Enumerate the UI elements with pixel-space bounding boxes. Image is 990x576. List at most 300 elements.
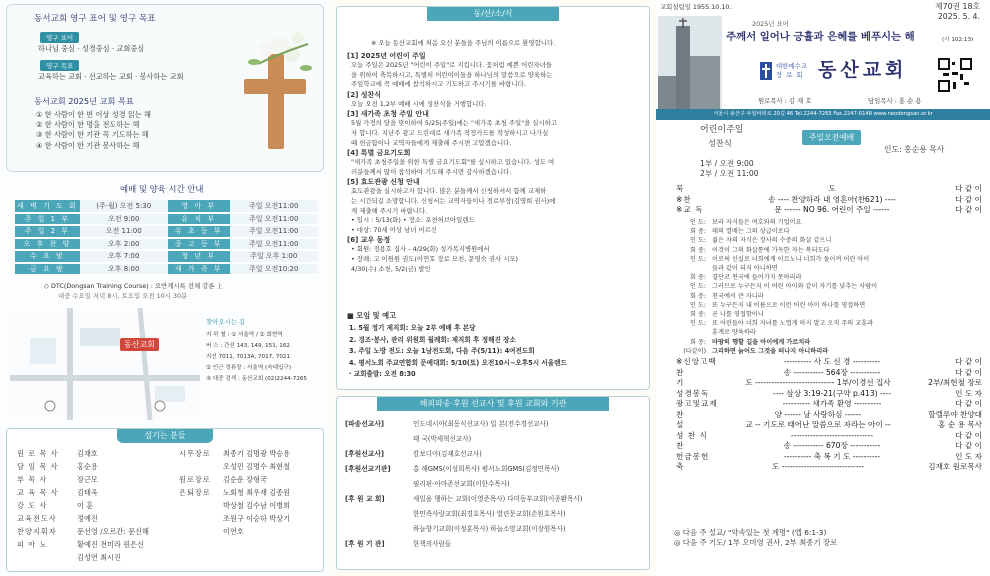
staff-right-list bbox=[179, 447, 290, 538]
missions-box bbox=[336, 396, 650, 570]
order-item-person: 다 같 이 bbox=[955, 357, 982, 366]
news-body-line: • 회원: 정용호 집사 - 4/29(화) 성가복지병원에서 bbox=[351, 245, 490, 254]
mission-row bbox=[345, 417, 645, 432]
responsive-line bbox=[676, 227, 982, 236]
denomination-top: 대한예수교 bbox=[776, 62, 807, 70]
worship-order-row bbox=[676, 420, 982, 431]
worship-order-row bbox=[676, 462, 982, 473]
motto-text: 하나님 중심 · 성경중심 · 교회중심 bbox=[38, 44, 145, 53]
goal-text: 교육하는 교회 · 선교하는 교회 · 봉사하는 교회 bbox=[38, 72, 184, 81]
next-week-sermon: ◎ 다음 주 설교/ "약속있는 첫 계명" (엡 6:1-3) bbox=[674, 528, 827, 537]
services-table bbox=[15, 200, 318, 276]
service-time: 주일 오전10:20 bbox=[230, 263, 318, 276]
emeritus-pastor: 원로목사 : 김 재 호 bbox=[758, 97, 812, 105]
staff-names: 오성민 김명수 최현철 bbox=[223, 462, 291, 471]
map-church-label: 동산교회 bbox=[120, 338, 159, 351]
staff-names: 조원구 이승하 박상기 bbox=[223, 514, 291, 523]
staff-row bbox=[179, 486, 290, 499]
staff-row bbox=[179, 447, 290, 460]
meeting-item: 3. 주일 노방 전도: 오늘 1남전도회, 다음 주(5/11): 4여전도회 bbox=[349, 347, 535, 355]
order-item-detail: 문 ------ NO 96. 어린이 주일 ------ bbox=[774, 205, 890, 214]
mission-entries: 한책의사람들 bbox=[413, 540, 452, 548]
order-item-label: 광고및교제 bbox=[676, 399, 718, 408]
map-info-item: ② 인근 정류장 : 서울역 (숙대입구) bbox=[206, 365, 291, 371]
service-time: 주일 오전11:00 bbox=[230, 213, 318, 226]
mission-row bbox=[345, 507, 645, 522]
order-item-person: 2부/최현철 장로 bbox=[928, 378, 982, 387]
mission-row bbox=[345, 432, 645, 447]
service-time: 오후 7:00 bbox=[80, 250, 168, 263]
order-item-label: 헌금봉헌 bbox=[676, 451, 710, 461]
mission-category: [후원선교사] bbox=[345, 450, 385, 458]
staff-names: 장근모 bbox=[77, 475, 98, 484]
news-body-line: • 대상: 70세 이상 남녀 어르신 bbox=[351, 225, 437, 234]
mission-entries: 홍 해GMS(이성희목사) 평서노회GMS(김정민목사) bbox=[413, 465, 560, 473]
news-body-line: 러분들께서 많이 참석하여 기도해 주시면 감사하겠습니다. bbox=[351, 167, 512, 176]
responsive-reading bbox=[676, 218, 982, 356]
middle-panel bbox=[330, 0, 656, 576]
issue-date: 2025. 5. 4. bbox=[937, 12, 980, 21]
mission-entries: 캄보디아(김재호선교사) bbox=[413, 450, 482, 458]
order-item-label: ※신앙고백 bbox=[676, 357, 717, 366]
worship-order-row bbox=[676, 205, 982, 216]
order-item-label: ※찬 bbox=[676, 194, 692, 204]
staff-row bbox=[17, 499, 149, 512]
year-motto-label: 2025년 표어 bbox=[752, 20, 789, 28]
news-body-line: "새가족 초청주일을 위한 특별 금요기도회"를 실시하고 있습니다. 성도 여 bbox=[351, 158, 555, 167]
service-time: 오전 11:00 bbox=[80, 225, 168, 238]
news-body-line: 효도관광을 실시하고자 합니다. 많은 분들께서 신청하셔서 함께 교제하 bbox=[351, 187, 547, 196]
order-item-person: 다 같 이 bbox=[955, 399, 982, 408]
mission-category: [파송선교사] bbox=[345, 420, 385, 428]
responsive-line bbox=[676, 347, 982, 356]
responsive-speaker: 인 도: bbox=[689, 301, 706, 309]
responsive-speaker: 회 중: bbox=[689, 246, 706, 254]
staff-row bbox=[179, 473, 290, 486]
mission-entries: 새일을 행하는 교회(이영준목사) 다미동부교회(이종환목사) bbox=[413, 495, 583, 503]
service-name: 유 초 등 부 bbox=[168, 225, 230, 238]
news-body-line: • 장례: 고 이원원 권도(이연호 장로 모친, 문영숙 권사 시모) bbox=[351, 254, 519, 263]
order-item-detail: ---------- 새가족 환영 ---------- bbox=[782, 399, 882, 408]
meeting-item: · 교회출발: 오전 8:30 bbox=[349, 370, 416, 378]
responsive-line bbox=[676, 273, 982, 282]
church-map bbox=[10, 308, 200, 420]
order-of-worship-bottom bbox=[676, 357, 982, 473]
responsive-speaker: 회 중: bbox=[689, 292, 706, 300]
order-item-person: 김재호 원로목사 bbox=[928, 462, 982, 471]
mission-entries: 하늘향기교회(이정훈목사) 하늘소망교회(이장원목사) bbox=[413, 525, 566, 533]
service-time: 1부 / 오전 9:00 bbox=[700, 159, 754, 168]
missions-list bbox=[345, 417, 645, 552]
services-title: 예배 및 양육 시간 안내 bbox=[120, 184, 204, 194]
order-item-detail: 도 bbox=[828, 184, 836, 193]
staff-row bbox=[179, 512, 290, 525]
order-item-person: 다 같 이 bbox=[955, 184, 982, 193]
service-time: 주일 오후 1:00 bbox=[230, 250, 318, 263]
next-week-prayer: ◎ 다음 주 기도/ 1부 오미영 권사, 2부 최종기 장로 bbox=[674, 538, 838, 547]
responsive-text: 천국에서 큰 자니라 bbox=[712, 292, 764, 300]
responsive-speaker: 인 도: bbox=[689, 219, 706, 226]
left-panel bbox=[0, 0, 330, 576]
news-heading: [5] 효도관광 신청 안내 bbox=[347, 178, 420, 187]
cross-flower-image bbox=[228, 24, 318, 154]
service-name: 주 일 2 부 bbox=[15, 225, 80, 238]
responsive-text: 보라 자식들은 여호와의 기업이요 bbox=[712, 219, 802, 226]
service-name: 오 후 찬 양 bbox=[15, 238, 80, 251]
service-time: 주일 오전11:00 bbox=[230, 225, 318, 238]
meetings-list bbox=[349, 323, 567, 381]
responsive-text: 또 어린들아 너희 자녀를 노엽게 하지 말고 오직 주의 교훈과 bbox=[712, 320, 874, 328]
staff-row bbox=[17, 512, 149, 525]
responsive-line bbox=[676, 282, 982, 291]
service-time: 오전 9:00 bbox=[80, 213, 168, 226]
responsive-speaker: 회 중: bbox=[689, 228, 706, 236]
staff-row bbox=[17, 525, 149, 538]
staff-role: 교육전도사 bbox=[17, 514, 57, 523]
order-item-person: 다 같 이 bbox=[955, 205, 982, 214]
staff-role bbox=[179, 525, 223, 538]
responsive-line bbox=[676, 236, 982, 245]
service-name: 금 요 밤 bbox=[15, 263, 80, 276]
service-row bbox=[15, 213, 318, 226]
order-item-label: 축 bbox=[676, 462, 685, 471]
order-item-label: 묵 bbox=[676, 184, 685, 193]
order-item-label: 찬 bbox=[676, 441, 685, 450]
staff-row bbox=[17, 460, 149, 473]
responsive-text: 또 누구든지 내 이름으로 이런 어린 아이 하나를 영접하면 bbox=[712, 301, 866, 309]
address-bar: 서울시 용산구 두텁바위로 20길 46 Tel.2244-7265 Fax.2247-0148 www.neodongsan.or.kr bbox=[656, 109, 990, 120]
staff-names: 김재호 bbox=[77, 449, 98, 458]
staff-row bbox=[179, 525, 290, 538]
staff-names: 홍순용 bbox=[77, 462, 98, 471]
mission-entries: 인도네시아(최동식선교사) 일 본(전수경선교사) bbox=[413, 420, 549, 428]
news-heading: [1] 2025년 어린이 주일 bbox=[347, 52, 426, 60]
responsive-text: 그러므로 누구든지 이 어린 아이와 같이 자기를 낮추는 사람이 bbox=[712, 283, 878, 291]
service-name: 청 년 부 bbox=[168, 250, 230, 263]
meeting-item: 2. 경조·봉사, 관리 위원회 월례회: 제직회 후 정해진 장소 bbox=[349, 335, 516, 344]
worship-order-row bbox=[676, 431, 982, 442]
mission-entries: 한민족사랑교회(최경호목사) 열린문교회(손원호목사) bbox=[413, 510, 566, 518]
order-item-person: 다 같 이 bbox=[955, 367, 982, 377]
responsive-text: 마땅히 행할 길을 아이에게 가르치라 bbox=[712, 338, 811, 346]
staff-names: 노회청 최우재 김종원 bbox=[223, 488, 291, 497]
news-heading: [4] 특별 금요기도회 bbox=[347, 149, 411, 158]
service-name: 유 치 부 bbox=[168, 213, 230, 226]
worship-order-row bbox=[676, 389, 982, 400]
news-title: 동/산/소/식 bbox=[427, 7, 559, 21]
worship-leader: 인도: 홍순용 목사 bbox=[884, 145, 945, 154]
staff-names: 김성연 최시진 bbox=[77, 553, 121, 562]
mission-row bbox=[345, 477, 645, 492]
staff-role: 강 도 사 bbox=[17, 501, 48, 510]
news-intro: ※ 오늘 동산교회에 처음 오신 분들을 주님의 이름으로 환영합니다. bbox=[371, 39, 556, 47]
responsive-line bbox=[676, 328, 982, 337]
service-row bbox=[15, 200, 318, 213]
order-item-label: 찬 bbox=[676, 367, 685, 377]
order-item-person: 할렐루야 찬양대 bbox=[928, 409, 982, 419]
goal-item: ② 한 사람이 한 명을 전도하는 해 bbox=[36, 120, 140, 130]
year-motto: 주께서 일어나 긍휼과 은혜를 베푸시는 해 bbox=[726, 31, 915, 43]
staff-names: 정예진 bbox=[77, 514, 98, 523]
staff-names: 최종기 김명광 박승용 bbox=[223, 449, 291, 458]
map-info-list bbox=[206, 330, 307, 385]
goal-item: ④ 한 사람이 한 기관 봉사하는 해 bbox=[36, 140, 140, 150]
service-time: (주·월) 오전 5:30 bbox=[80, 200, 168, 213]
mission-row bbox=[345, 492, 645, 507]
order-item-person: 홍 순 용 목사 bbox=[938, 420, 982, 429]
worship-order-row bbox=[676, 441, 982, 452]
staff-row bbox=[17, 486, 149, 499]
news-body-line: • 일시 : 5/13(화) • 장소: 포천허브아일랜드 bbox=[351, 216, 475, 225]
motto-badge: 영구 표어 bbox=[40, 32, 79, 43]
mission-category: [후원선교기관] bbox=[345, 465, 391, 473]
sunday-title: 어린이주일 bbox=[700, 125, 744, 135]
news-body-line: 는 시간되길 소망합니다. 신청서는 교역자들이나 경로부장(김영희 권사)에 bbox=[351, 196, 556, 205]
order-item-detail: ------------------------------ bbox=[790, 430, 874, 440]
responsive-line bbox=[676, 301, 982, 310]
staff-role: 부 목 사 bbox=[17, 475, 48, 484]
responsive-speaker: 회 중: bbox=[689, 338, 706, 346]
news-list bbox=[347, 51, 645, 274]
order-item-detail: 도 ------------------------------ bbox=[772, 462, 864, 471]
mission-category: [후 원 교 회] bbox=[345, 495, 385, 503]
responsive-speaker: 인 도: bbox=[689, 320, 706, 328]
order-of-worship-top bbox=[676, 184, 982, 216]
responsive-speaker: 인 도: bbox=[689, 255, 706, 263]
news-heading: [6] 교우 동정 bbox=[347, 236, 391, 245]
staff-role: 피 아 노 bbox=[17, 540, 48, 549]
service-row bbox=[15, 225, 318, 238]
meeting-item: 1. 5월 정기 제직회: 오늘 2부 예배 후 본당 bbox=[349, 324, 476, 332]
mission-row bbox=[345, 537, 645, 552]
staff-role: 은퇴장로 bbox=[179, 488, 211, 497]
news-body-line: 5월 가정의 달을 맞이하여 5/25(주일)에는 "새가족 초청 주일"을 실시하고 bbox=[351, 119, 558, 128]
news-body-line: 게 제출해 주시기 바랍니다. bbox=[351, 206, 428, 215]
news-body-line: 오늘 주일은 2025년 "어린이 주일"로 지킵니다. 꽃처럼 예쁜 어린자녀들 bbox=[351, 61, 552, 69]
mission-row bbox=[345, 522, 645, 537]
staff-row bbox=[17, 538, 149, 551]
senior-pastor: 담임목사 : 홍 순 용 bbox=[868, 97, 922, 105]
responsive-text: 훈계로 양육하라 bbox=[712, 329, 756, 337]
order-item-label: 찬 bbox=[676, 409, 685, 419]
responsive-text: 이것이 그의 화살통에 가득한 자는 복되도다 bbox=[712, 246, 830, 254]
responsive-line bbox=[676, 218, 982, 227]
service-row bbox=[15, 238, 318, 251]
staff-row bbox=[179, 499, 290, 512]
news-body-line: 오늘 오전 1,2부 예배 시에 성찬식을 거행합니다. bbox=[351, 99, 487, 108]
staff-names: 김태욱 bbox=[77, 488, 98, 497]
service-name: 영 아 부 bbox=[168, 200, 230, 213]
responsive-text: 들과 같이 되지 아니하면 bbox=[712, 265, 778, 273]
year-motto-ref: (시 102:13) bbox=[942, 37, 974, 43]
cover-panel bbox=[656, 0, 990, 576]
service-time: 주일 오전11:00 bbox=[230, 200, 318, 213]
meetings-title: ■ 모임 및 예고 bbox=[347, 311, 397, 320]
map-directions-title: 찾아오시는 길 bbox=[206, 318, 246, 326]
news-body-line: 4/30(수) 소천, 5/2(금) 발인 bbox=[351, 264, 431, 273]
staff-row bbox=[17, 551, 149, 564]
staff-role bbox=[179, 512, 223, 525]
church-building-image bbox=[658, 16, 722, 110]
vision-title: 동서교회 영구 표어 및 영구 목표 bbox=[34, 14, 156, 24]
responsive-line bbox=[676, 246, 982, 255]
map-info-item: 지 하 철 : ① 서울역 / ② 회현역 bbox=[206, 332, 283, 338]
order-item-label: 기 bbox=[676, 378, 685, 387]
order-item-detail: ---- 삼상 3:19-21(구약 p.413) ---- bbox=[772, 388, 892, 398]
worship-order-row bbox=[676, 410, 982, 421]
worship-order-row bbox=[676, 399, 982, 410]
order-item-detail: 도 ----------------------------- 1부/이경선 집사 bbox=[745, 378, 891, 387]
service-time: 주일 오전11:00 bbox=[230, 238, 318, 251]
staff-role: 찬양지휘자 bbox=[17, 527, 57, 536]
order-item-detail: 교 -- 기도로 태어난 말씀으로 자라는 아이 -- bbox=[745, 420, 891, 429]
mission-entries: 필리핀-아마존선교회(이한수목사) bbox=[413, 480, 510, 488]
order-item-person: 인 도 자 bbox=[955, 451, 982, 461]
staff-title: 섬기는 분들 bbox=[117, 429, 213, 443]
goal-item: ③ 한 사람이 한 기관 꼭 기도하는 해 bbox=[36, 130, 149, 140]
order-item-person: 다 같 이 bbox=[955, 441, 982, 450]
order-item-detail: 송 ----------- 670장 ----------- bbox=[783, 441, 881, 450]
staff-box bbox=[6, 428, 324, 572]
mission-category bbox=[345, 522, 413, 537]
order-item-person: 다 같 이 bbox=[955, 430, 982, 440]
news-body-line: 주일학교에 꼭 예배에 참석하시고 기도하고 주시기를 바랍니다. bbox=[351, 80, 526, 89]
founded-date: 교회설립일 1955.10.10. bbox=[660, 3, 732, 11]
sunday-subtitle: 성찬식 bbox=[708, 138, 732, 148]
dtc-note: ◇ DTC(Dongsan Training Course) : 요반계시록 전체 강론 上 bbox=[44, 282, 223, 290]
mission-category bbox=[345, 477, 413, 492]
responsive-line bbox=[676, 292, 982, 301]
worship-order-row bbox=[676, 184, 982, 195]
service-name: 수 요 밤 bbox=[15, 250, 80, 263]
order-item-label: ※교 독 bbox=[676, 205, 704, 214]
worship-order-row bbox=[676, 378, 982, 389]
news-heading: [2] 성찬식 bbox=[347, 90, 381, 99]
church-name: 동산교회 bbox=[818, 59, 908, 81]
staff-left-list bbox=[17, 447, 149, 564]
order-item-label: 설 bbox=[676, 420, 685, 429]
responsive-speaker: 회 중: bbox=[689, 311, 706, 319]
goal-item: ① 한 사람이 한 번 이상 성경 읽는 해 bbox=[36, 110, 151, 119]
news-body-line: 을 위하여 축복하시고, 특별히 어린이이들을 하나님의 말씀으로 양육하는 bbox=[351, 70, 553, 79]
news-box bbox=[336, 6, 650, 390]
service-name: 주 일 1 부 bbox=[15, 213, 80, 226]
church-logo-icon bbox=[760, 62, 772, 80]
staff-names: 황예진 전미라 원은신 bbox=[77, 540, 145, 549]
missions-title: 해외파송·후원 선교사 및 후원 교회와 기관 bbox=[377, 397, 609, 411]
responsive-line bbox=[676, 338, 982, 347]
service-row bbox=[15, 250, 318, 263]
mission-category bbox=[345, 432, 413, 447]
responsive-line bbox=[676, 319, 982, 328]
news-body-line: 자 합니다. 지난주 광고 드린대로 새가족 작정카드를 작성하시고 나가실 bbox=[351, 128, 549, 137]
order-item-detail: 양 ------ 날 사랑하심 ------ bbox=[774, 409, 862, 419]
worship-order-row bbox=[676, 357, 982, 368]
responsive-speaker bbox=[676, 328, 712, 337]
staff-role: 담 임 목 사 bbox=[17, 462, 59, 471]
mission-category bbox=[345, 507, 413, 522]
staff-names: 이연호 bbox=[223, 527, 244, 536]
service-time: 오후 8:00 bbox=[80, 263, 168, 276]
responsive-speaker: 회 중: bbox=[689, 274, 706, 282]
goals-2025-list bbox=[36, 110, 151, 151]
staff-role bbox=[179, 499, 223, 512]
responsive-text: 이로써 신실로 너희에게 이르노니 너희가 돌이켜 어린 아이 bbox=[712, 255, 870, 263]
goals-2025-title: 동서교회 2025년 교회 목표 bbox=[34, 96, 134, 106]
responsive-speaker: (다같이) bbox=[683, 347, 706, 355]
map-info-item: 버 스 : 간선 143, 149, 151, 162 bbox=[206, 343, 290, 349]
responsive-speaker: 인 도: bbox=[689, 237, 706, 245]
staff-role bbox=[179, 460, 223, 473]
staff-names: 문선영 /오르간: 문신혜 bbox=[77, 527, 149, 536]
service-name: 중 고 등 부 bbox=[168, 238, 230, 251]
service-row bbox=[15, 263, 318, 276]
staff-role: 원 로 목 사 bbox=[17, 449, 59, 458]
responsive-text: 젊은 자의 자식은 장사의 수중의 화살 같으니 bbox=[712, 237, 832, 245]
staff-role: 시무장로 bbox=[179, 449, 211, 458]
qr-code-icon bbox=[938, 58, 972, 92]
order-item-detail: ---------- 사 도 신 경 ---------- bbox=[783, 357, 881, 366]
dtc-sub: 대중 수요일 저녁 8시, 토요일 오전 10시 30분 bbox=[58, 292, 188, 300]
news-body-line: 때 헌금함이나 교역자들에게 제출해 주시면 고맙겠습니다. bbox=[351, 138, 512, 147]
worship-order-row bbox=[676, 368, 982, 379]
staff-role bbox=[17, 551, 77, 564]
news-heading: [3] 새가족 초청 주일 안내 bbox=[347, 110, 429, 119]
goal-badge: 영구 목표 bbox=[40, 60, 79, 71]
service-name: 새 가 족 부 bbox=[168, 263, 230, 276]
order-item-detail: 송 ---- 찬양하라 내 영혼아(찬621) ---- bbox=[768, 194, 896, 204]
mission-category: [후 원 기 관] bbox=[345, 540, 385, 548]
mission-entries: 태 국(박세혁선교사) bbox=[413, 435, 472, 443]
staff-names: 박상철 김수남 이병희 bbox=[223, 501, 291, 510]
order-item-person: 인 도 자 bbox=[955, 388, 982, 398]
responsive-line bbox=[676, 310, 982, 319]
staff-row bbox=[179, 460, 290, 473]
worship-order-row bbox=[676, 195, 982, 206]
meeting-item: 4. 평서노회 주교연합회 문예대회: 5/10(토) 오전10시~오후5시 서울랜드 bbox=[349, 358, 567, 367]
responsive-text: 태의 열매는 그의 상급이로다 bbox=[712, 228, 790, 236]
order-item-detail: 송 ----------- 564장 ----------- bbox=[783, 367, 881, 377]
order-item-person: 다 같 이 bbox=[955, 194, 982, 204]
order-item-label: 성 찬 식 bbox=[676, 430, 708, 440]
responsive-text: 결단코 천국에 들어가지 못하리라 bbox=[712, 274, 802, 282]
staff-role: 원로장로 bbox=[179, 475, 211, 484]
responsive-line bbox=[676, 264, 982, 273]
staff-role: 교 육 목 사 bbox=[17, 488, 59, 497]
mission-row bbox=[345, 462, 645, 477]
mission-row bbox=[345, 447, 645, 462]
staff-row bbox=[17, 447, 149, 460]
responsive-text: 그리하면 늙어도 그것을 떠나지 아니하리라 bbox=[712, 347, 829, 355]
service-time: 오후 2:00 bbox=[80, 238, 168, 251]
denomination-bottom: 장 로 회 bbox=[776, 71, 804, 79]
worship-order-row bbox=[676, 452, 982, 463]
order-item-detail: ---------- 축 복 기 도 ---------- bbox=[783, 451, 881, 461]
staff-names: 이 훈 bbox=[77, 501, 94, 510]
service-name: 새 벽 기 도 회 bbox=[15, 200, 80, 213]
next-week-list bbox=[674, 528, 837, 548]
map-info-item: 지선 7011, 7013A, 7017, 7021 bbox=[206, 354, 291, 360]
responsive-text: 곧 나를 영접함이니 bbox=[712, 311, 764, 319]
issue-number: 제70권 18호 bbox=[935, 2, 980, 11]
responsive-speaker: 인 도: bbox=[689, 283, 706, 291]
service-badge: 주일오전예배 bbox=[802, 130, 861, 145]
map-info-item: ③ 대중 검색 : 동산교회 (02)2244-7265 bbox=[206, 376, 307, 382]
order-item-label: 성경봉독 bbox=[676, 388, 710, 398]
staff-row bbox=[17, 473, 149, 486]
staff-names: 김순운 장형국 bbox=[223, 475, 267, 484]
responsive-speaker bbox=[676, 264, 712, 273]
